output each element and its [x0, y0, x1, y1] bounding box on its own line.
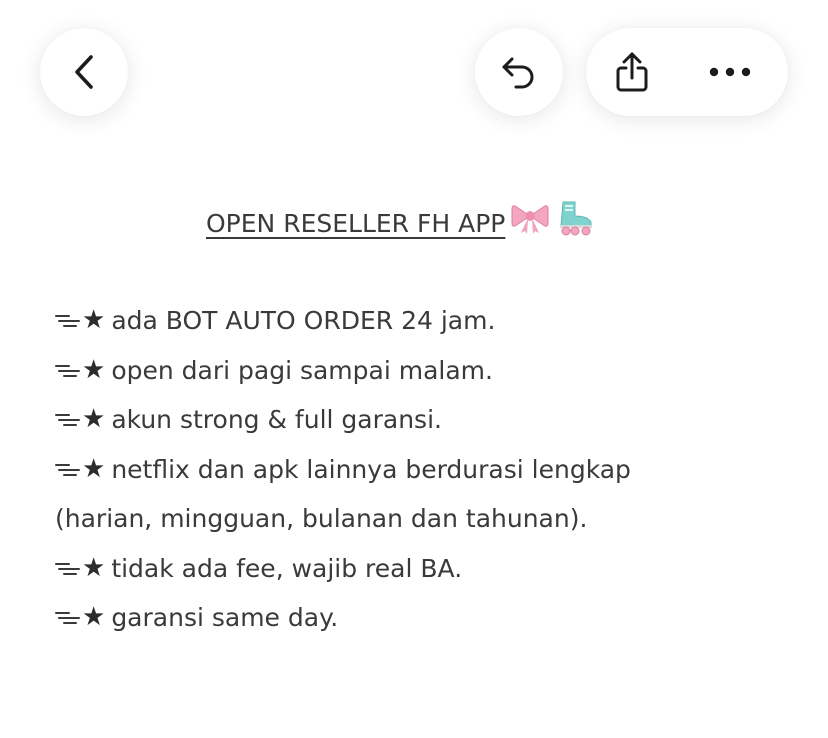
list-item [55, 296, 631, 346]
star-icon: ★ [82, 602, 106, 632]
feature-list [55, 296, 631, 643]
post-title-text: OPEN RESELLER FH APP [206, 209, 506, 238]
reply-arrow-icon [500, 55, 538, 89]
list-item [55, 445, 631, 495]
list-item [55, 395, 631, 445]
list-item [55, 593, 631, 643]
star-icon: ★ [82, 305, 106, 335]
bullet [55, 395, 105, 445]
post-title [206, 200, 595, 248]
list-item [55, 544, 631, 594]
list-item-text: (harian, mingguan, bulanan dan tahunan). [55, 504, 588, 533]
reply-button[interactable] [475, 28, 563, 116]
bullet [55, 445, 105, 495]
list-item-text: garansi same day. [111, 603, 339, 632]
speed-lines-icon [55, 544, 81, 594]
speed-lines-icon [55, 445, 81, 495]
bullet [55, 296, 105, 346]
chevron-left-icon [71, 53, 97, 91]
ribbon-icon [511, 202, 549, 246]
list-item-text: open dari pagi sampai malam. [111, 355, 493, 385]
list-item-text: tidak ada fee, wajib real BA. [111, 553, 463, 583]
speed-lines-icon [55, 346, 81, 396]
share-more-group [586, 28, 788, 116]
star-icon: ★ [82, 552, 106, 583]
more-button[interactable] [684, 28, 776, 116]
ellipsis-icon [709, 67, 751, 77]
speed-lines-icon [55, 395, 81, 445]
roller-skate-icon [555, 200, 595, 248]
bullet [55, 593, 105, 643]
back-button[interactable] [40, 28, 128, 116]
star-icon: ★ [82, 404, 106, 434]
share-icon [614, 51, 650, 93]
share-button[interactable] [586, 28, 678, 116]
list-item-text: ada BOT AUTO ORDER 24 jam. [111, 306, 496, 335]
speed-lines-icon [55, 296, 81, 346]
bullet [55, 346, 105, 396]
speed-lines-icon [55, 593, 81, 643]
star-icon: ★ [82, 354, 106, 385]
star-icon: ★ [82, 453, 106, 484]
list-item [55, 346, 631, 396]
list-item-continuation [55, 494, 631, 544]
list-item-text: netflix dan apk lainnya berdurasi lengkap [111, 454, 631, 484]
bullet [55, 544, 105, 594]
list-item-text: akun strong & full garansi. [111, 405, 442, 434]
